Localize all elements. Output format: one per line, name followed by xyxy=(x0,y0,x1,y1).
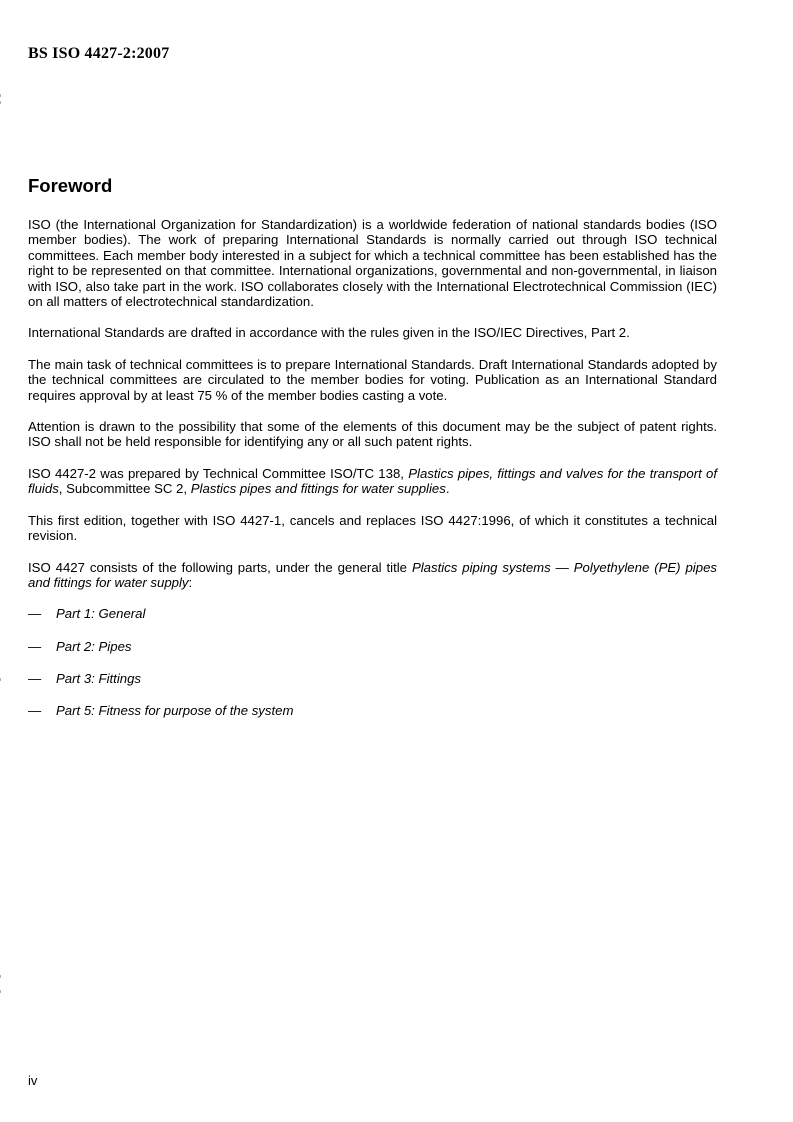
part-label: Part 5: Fitness for purpose of the system xyxy=(56,702,294,718)
list-item xyxy=(28,671,717,686)
prepared-by-text-a: ISO 4427-2 was prepared by Technical Committee ISO/TC 138, xyxy=(28,465,409,481)
parts-intro-text-c: : xyxy=(188,574,193,590)
part-label: Part 1: General xyxy=(56,606,146,622)
scan-edge-mark xyxy=(0,678,1,681)
scan-edge-mark xyxy=(0,975,1,978)
list-dash: — xyxy=(28,670,42,686)
part-label: Part 3: Fittings xyxy=(56,670,142,686)
paragraph-iso-overview: ISO (the International Organization for Standardization) is a worldwide federation of national standards bodies (ISO member bodies). The work of preparing International Standards is normally carried out through ISO technical committees. Each member body interested in a subject for which a technical committee has been established has the right to be represented on that committee. International organizations, governmental and non-governmental, in liaison with ISO, also take part in the work. ISO collaborates closely with the International Electrotechnical Commission (IEC) on all matters of electrotechnical standardization. xyxy=(28,217,717,310)
list-item xyxy=(28,606,717,621)
page-number: iv xyxy=(28,1073,38,1088)
subcommittee-title: Plastics pipes and fittings for water supplies xyxy=(190,481,446,497)
section-title: Foreword xyxy=(28,175,113,196)
document-id-header: BS ISO 4427-2:2007 xyxy=(28,45,170,62)
paragraph-directives: International Standards are drafted in accordance with the rules given in the ISO/IEC Directives, Part 2. xyxy=(28,325,630,341)
list-dash: — xyxy=(28,606,42,622)
parts-list xyxy=(28,606,717,718)
scan-edge-mark xyxy=(0,990,1,993)
list-item xyxy=(28,703,717,718)
prepared-by-text-e: . xyxy=(445,481,450,497)
paragraph-prepared-by xyxy=(28,466,717,497)
list-item xyxy=(28,639,717,654)
list-dash: — xyxy=(28,702,42,718)
paragraph-patent-rights: Attention is drawn to the possibility that some of the elements of this document may be the subject of patent rights. ISO shall not be held responsible for identifying any or all such patent rights. xyxy=(28,419,717,450)
scan-edge-mark xyxy=(0,94,1,97)
prepared-by-text-c: , Subcommittee SC 2, xyxy=(58,481,191,497)
paragraph-parts-intro xyxy=(28,560,717,591)
general-title: Plastics piping systems — Polyethylene (PE) pipes and fittings for water supply xyxy=(28,559,718,590)
committee-title: Plastics pipes, fittings and valves for the transport of fluids xyxy=(28,465,718,497)
scan-edge-mark xyxy=(0,101,1,104)
paragraph-edition: This first edition, together with ISO 4427-1, cancels and replaces ISO 4427:1996, of which it constitutes a technical revision. xyxy=(28,512,717,544)
list-dash: — xyxy=(28,638,42,654)
paragraph-technical-committees: The main task of technical committees is to prepare International Standards. Draft International Standards adopted by the technical committees are circulated to the member bodies for voting. Publication as an International Standard requires approval by at least 75 % of the member bodies casting a vote. xyxy=(28,356,717,403)
part-label: Part 2: Pipes xyxy=(56,638,132,654)
parts-intro-text-a: ISO 4427 consists of the following parts, under the general title xyxy=(28,559,412,575)
foreword-body xyxy=(28,217,717,735)
